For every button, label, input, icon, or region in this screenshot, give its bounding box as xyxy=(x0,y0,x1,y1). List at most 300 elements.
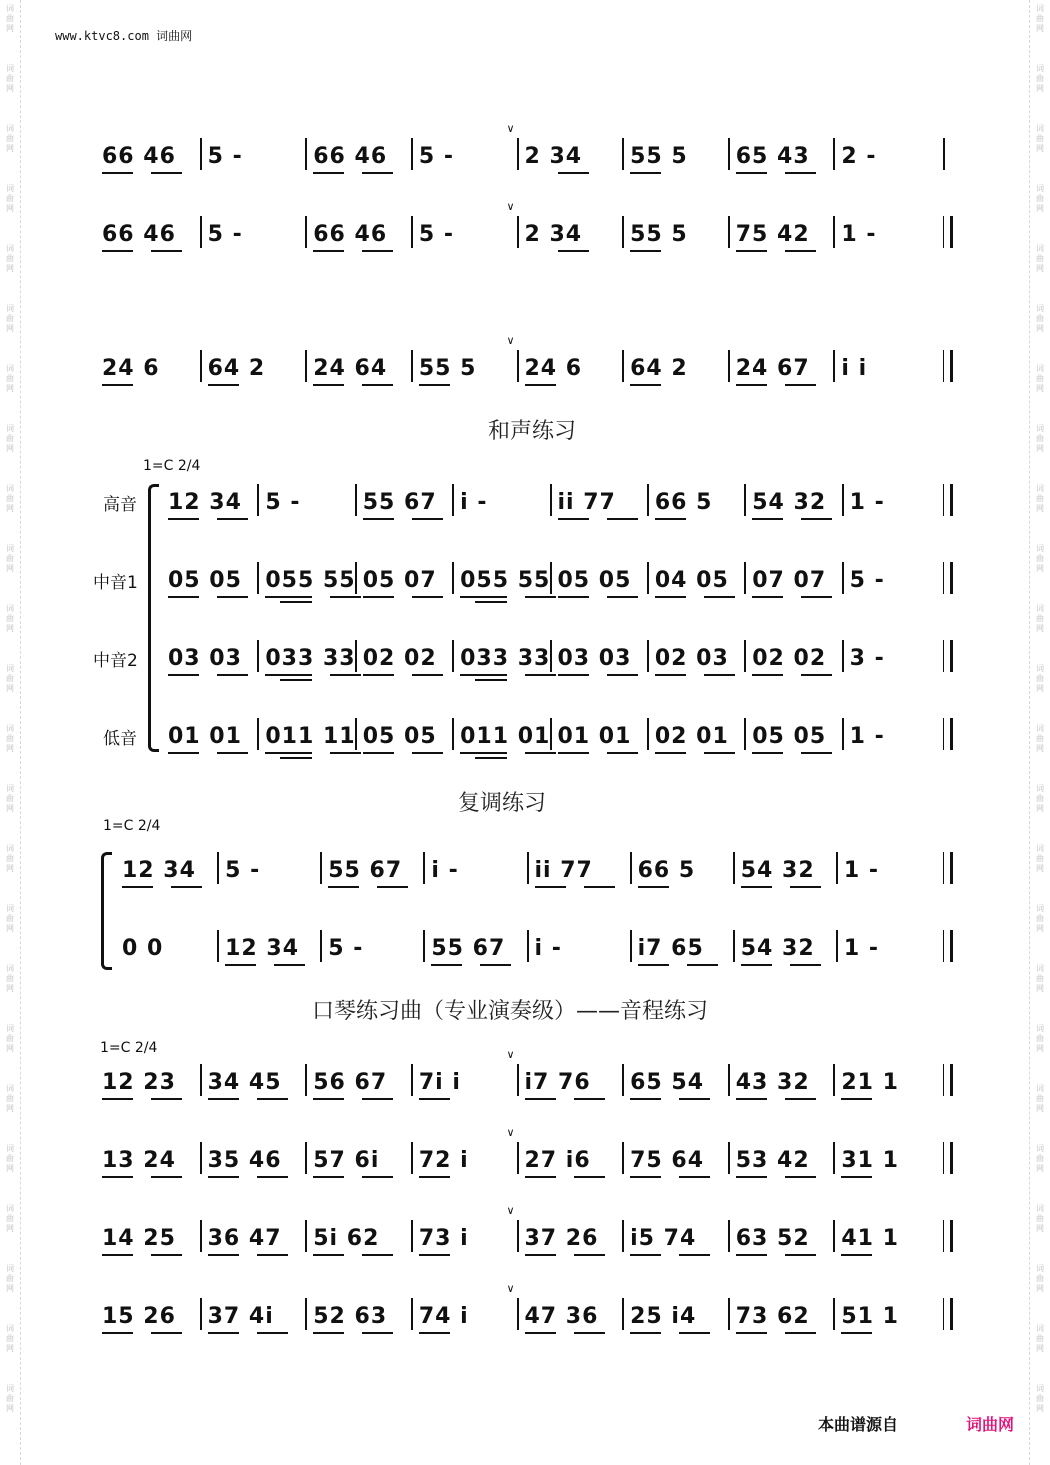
measure: 24 67 xyxy=(735,356,810,381)
notation-row xyxy=(0,856,1050,892)
measure: 05 05 xyxy=(752,724,827,749)
measure: 72 i xyxy=(418,1148,469,1173)
beam-line xyxy=(558,674,589,676)
beam-line xyxy=(525,596,556,598)
measure: 47 36 xyxy=(524,1304,599,1329)
beam-line xyxy=(102,1254,133,1256)
barline xyxy=(833,1220,835,1252)
watermark-text: 词 曲 网 xyxy=(1036,964,1044,993)
measure: 54 32 xyxy=(752,490,827,515)
final-barline xyxy=(943,350,953,382)
breath-mark: ∨ xyxy=(506,200,515,213)
measure: 34 45 xyxy=(207,1070,282,1095)
watermark-text: 词 曲 网 xyxy=(1036,364,1044,393)
measure: 033 33 xyxy=(460,646,551,671)
barline xyxy=(550,562,552,594)
measure: 15 26 xyxy=(102,1304,176,1329)
beam-line xyxy=(168,518,199,520)
beam-line xyxy=(217,752,248,754)
beam-line xyxy=(785,1176,816,1178)
beam-line xyxy=(704,752,735,754)
barline xyxy=(411,350,413,382)
beam-line xyxy=(151,1098,182,1100)
beam-line xyxy=(584,886,615,888)
barline xyxy=(305,1064,307,1096)
barline xyxy=(452,562,454,594)
barline xyxy=(728,350,730,382)
measure: i5 74 xyxy=(630,1226,697,1251)
watermark-text: 词 曲 网 xyxy=(1036,64,1044,93)
beam-line xyxy=(460,752,507,754)
notation-row xyxy=(0,1126,1050,1182)
watermark-text: 词 曲 网 xyxy=(1036,904,1044,933)
measure: 24 6 xyxy=(524,356,583,381)
final-barline xyxy=(943,1064,953,1096)
barline xyxy=(943,138,945,170)
beam-line xyxy=(841,1098,872,1100)
barline xyxy=(305,1142,307,1174)
beam-line xyxy=(785,384,816,386)
barline xyxy=(423,852,425,884)
barline xyxy=(728,1064,730,1096)
beam-line xyxy=(741,886,772,888)
final-barline xyxy=(943,216,953,248)
barline xyxy=(305,216,307,248)
measure: 05 05 xyxy=(362,724,437,749)
beam-line xyxy=(313,384,344,386)
barline xyxy=(257,640,259,672)
beam-line xyxy=(431,964,462,966)
barline xyxy=(517,350,519,382)
measure: 02 03 xyxy=(654,646,729,671)
barline xyxy=(257,718,259,750)
barline xyxy=(517,216,519,248)
beam-line xyxy=(151,172,182,174)
beam-line xyxy=(257,1098,288,1100)
barline xyxy=(305,1298,307,1330)
measure: 36 47 xyxy=(207,1226,282,1251)
barline xyxy=(833,1298,835,1330)
beam-line xyxy=(102,1098,133,1100)
beam-line xyxy=(736,1332,767,1334)
beam-line xyxy=(313,1254,344,1256)
barline xyxy=(257,562,259,594)
measure: 5 - xyxy=(207,144,243,169)
beam-line xyxy=(801,596,832,598)
watermark-text: 词 曲 网 xyxy=(6,1204,14,1233)
measure: 1 - xyxy=(849,724,885,749)
beam-line xyxy=(558,752,589,754)
measure: 13 24 xyxy=(102,1148,176,1173)
measure: 64 2 xyxy=(630,356,688,381)
watermark-text: 词 曲 网 xyxy=(6,1144,14,1173)
beam-line xyxy=(607,752,638,754)
beam-line xyxy=(679,1332,710,1334)
measure: 03 03 xyxy=(168,646,242,671)
barline xyxy=(833,216,835,248)
watermark-text: 词 曲 网 xyxy=(1036,244,1044,273)
barline xyxy=(200,1220,202,1252)
beam-line xyxy=(313,1332,344,1334)
beam-line xyxy=(525,1098,556,1100)
beam-line xyxy=(679,1098,710,1100)
barline xyxy=(200,138,202,170)
beam-line xyxy=(363,596,394,598)
barline xyxy=(355,640,357,672)
measure: 011 01 xyxy=(460,724,551,749)
beam-line xyxy=(217,518,248,520)
barline xyxy=(305,138,307,170)
watermark-text: 词 曲 网 xyxy=(1036,1384,1044,1413)
measure: 57 6i xyxy=(313,1148,380,1173)
barline xyxy=(622,138,624,170)
measure: 1 - xyxy=(849,490,885,515)
barline xyxy=(411,1142,413,1174)
beam-line xyxy=(168,752,199,754)
breath-mark: ∨ xyxy=(506,1048,515,1061)
barline xyxy=(217,930,219,962)
watermark-text: 词 曲 网 xyxy=(1036,1324,1044,1353)
barline xyxy=(744,640,746,672)
beam-line xyxy=(151,1176,182,1178)
measure: 055 55 xyxy=(460,568,551,593)
beam-line xyxy=(460,596,507,598)
measure: 37 26 xyxy=(524,1226,599,1251)
measure: 35 46 xyxy=(207,1148,282,1173)
breath-mark: ∨ xyxy=(506,122,515,135)
barline xyxy=(517,1298,519,1330)
measure: 2 - xyxy=(841,144,877,169)
section-title: 复调练习 xyxy=(458,791,547,816)
watermark-text: 词 曲 网 xyxy=(1036,844,1044,873)
double-beam-line xyxy=(475,757,507,759)
final-barline xyxy=(943,640,953,672)
measure: 12 34 xyxy=(122,858,196,883)
barline xyxy=(200,350,202,382)
barline xyxy=(728,138,730,170)
barline xyxy=(842,718,844,750)
measure: i7 65 xyxy=(637,936,704,961)
barline xyxy=(411,138,413,170)
barline xyxy=(452,718,454,750)
barline xyxy=(733,930,735,962)
barline xyxy=(452,484,454,516)
breath-mark: ∨ xyxy=(506,1126,515,1139)
double-beam-line xyxy=(280,757,312,759)
measure: 24 6 xyxy=(102,356,160,381)
final-barline xyxy=(943,1142,953,1174)
measure: 02 01 xyxy=(654,724,729,749)
beam-line xyxy=(607,518,638,520)
measure: 033 33 xyxy=(265,646,356,671)
beam-line xyxy=(257,1332,288,1334)
beam-line xyxy=(330,674,361,676)
beam-line xyxy=(752,752,783,754)
barline xyxy=(517,1220,519,1252)
voice-label: 高音 xyxy=(103,495,137,515)
notation-row xyxy=(0,934,1050,970)
watermark-text: 词 曲 网 xyxy=(6,844,14,873)
watermark-text: 词 曲 网 xyxy=(6,1024,14,1053)
beam-line xyxy=(630,384,661,386)
watermark-text: 词 曲 网 xyxy=(6,424,14,453)
beam-line xyxy=(801,752,832,754)
beam-line xyxy=(208,1254,239,1256)
beam-line xyxy=(208,384,239,386)
double-beam-line xyxy=(280,679,312,681)
measure: 1 - xyxy=(843,858,879,883)
measure: 55 67 xyxy=(362,490,437,515)
measure: 01 01 xyxy=(557,724,632,749)
measure: 65 43 xyxy=(735,144,810,169)
beam-line xyxy=(257,1254,288,1256)
barline xyxy=(411,1298,413,1330)
measure: 75 64 xyxy=(630,1148,705,1173)
measure: 25 i4 xyxy=(630,1304,697,1329)
beam-line xyxy=(574,1254,605,1256)
system-brace xyxy=(148,484,159,752)
measure: 2 34 xyxy=(524,222,583,247)
beam-line xyxy=(328,886,359,888)
measure: 12 34 xyxy=(225,936,300,961)
beam-line xyxy=(412,518,443,520)
measure: 7i i xyxy=(418,1070,461,1095)
watermark-text: 词 曲 网 xyxy=(6,1264,14,1293)
beam-line xyxy=(525,1254,556,1256)
beam-line xyxy=(607,674,638,676)
beam-line xyxy=(704,674,735,676)
watermark-text: 词 曲 网 xyxy=(6,1084,14,1113)
measure: 54 32 xyxy=(740,858,815,883)
watermark-text: 词 曲 网 xyxy=(1036,1024,1044,1053)
barline xyxy=(630,930,632,962)
barline xyxy=(622,350,624,382)
beam-line xyxy=(168,674,199,676)
beam-line xyxy=(363,674,394,676)
measure: 66 5 xyxy=(654,490,713,515)
beam-line xyxy=(208,1332,239,1334)
measure: 5 - xyxy=(328,936,364,961)
beam-line xyxy=(102,384,133,386)
beam-line xyxy=(102,250,133,252)
beam-line xyxy=(679,1254,710,1256)
beam-line xyxy=(151,250,182,252)
beam-line xyxy=(362,1098,393,1100)
barline xyxy=(423,930,425,962)
breath-mark: ∨ xyxy=(506,334,515,347)
watermark-text: 词 曲 网 xyxy=(1036,184,1044,213)
beam-line xyxy=(574,1332,605,1334)
beam-line xyxy=(736,250,767,252)
notation-row xyxy=(0,1282,1050,1338)
beam-line xyxy=(741,964,772,966)
beam-line xyxy=(377,886,408,888)
beam-line xyxy=(362,384,393,386)
beam-line xyxy=(265,674,312,676)
measure: 011 11 xyxy=(265,724,356,749)
measure: 66 5 xyxy=(637,858,696,883)
beam-line xyxy=(535,886,566,888)
barline xyxy=(833,350,835,382)
watermark-text: 词 曲 网 xyxy=(1036,664,1044,693)
beam-line xyxy=(362,1332,393,1334)
measure: i - xyxy=(534,936,562,961)
measure: 74 i xyxy=(418,1304,469,1329)
measure: 53 42 xyxy=(735,1148,810,1173)
beam-line xyxy=(460,674,507,676)
final-barline xyxy=(943,1298,953,1330)
measure: 5 - xyxy=(207,222,243,247)
beam-line xyxy=(785,1098,816,1100)
beam-line xyxy=(736,1098,767,1100)
measure: 55 5 xyxy=(418,356,477,381)
watermark-text: 词 曲 网 xyxy=(1036,1264,1044,1293)
barline xyxy=(728,216,730,248)
notation-row xyxy=(0,488,1050,524)
barline xyxy=(411,1220,413,1252)
measure: 63 52 xyxy=(735,1226,810,1251)
beam-line xyxy=(525,752,556,754)
measure: 02 02 xyxy=(752,646,827,671)
watermark-text: 词 曲 网 xyxy=(6,1384,14,1413)
measure: 3 - xyxy=(849,646,885,671)
measure: 24 64 xyxy=(313,356,388,381)
measure: 64 2 xyxy=(207,356,266,381)
final-barline xyxy=(943,852,953,884)
beam-line xyxy=(313,172,344,174)
double-beam-line xyxy=(475,601,507,603)
beam-line xyxy=(785,1254,816,1256)
beam-line xyxy=(801,518,832,520)
measure: 55 67 xyxy=(328,858,403,883)
measure: 05 05 xyxy=(557,568,632,593)
barline xyxy=(744,562,746,594)
barline xyxy=(744,718,746,750)
beam-line xyxy=(362,250,393,252)
final-barline xyxy=(943,718,953,750)
barline xyxy=(217,852,219,884)
barline xyxy=(257,484,259,516)
measure: 1 - xyxy=(841,222,877,247)
watermark-text: 词 曲 网 xyxy=(6,784,14,813)
watermark-text: 词 曲 网 xyxy=(6,64,14,93)
barline xyxy=(630,852,632,884)
beam-line xyxy=(217,674,248,676)
notation-row xyxy=(0,200,1050,256)
barline xyxy=(355,718,357,750)
watermark-text: 词 曲 网 xyxy=(6,544,14,573)
beam-line xyxy=(630,172,661,174)
beam-line xyxy=(412,674,443,676)
beam-line xyxy=(151,1332,182,1334)
footer-brand-link[interactable]: 词曲网 xyxy=(966,1415,1015,1434)
measure: i - xyxy=(431,858,459,883)
final-barline xyxy=(943,1220,953,1252)
key-signature: 1=C 2/4 xyxy=(100,1040,158,1056)
beam-line xyxy=(208,1098,239,1100)
measure: 1 - xyxy=(843,936,879,961)
measure: 5 - xyxy=(265,490,301,515)
measure: 02 02 xyxy=(362,646,437,671)
barline xyxy=(550,718,552,750)
barline xyxy=(517,138,519,170)
barline xyxy=(842,562,844,594)
measure: 14 25 xyxy=(102,1226,176,1251)
measure: 12 34 xyxy=(168,490,242,515)
beam-line xyxy=(630,1176,661,1178)
beam-line xyxy=(630,250,661,252)
beam-line xyxy=(412,752,443,754)
measure: 75 42 xyxy=(735,222,810,247)
beam-line xyxy=(655,518,686,520)
measure: 66 46 xyxy=(313,222,388,247)
beam-line xyxy=(265,752,312,754)
barline xyxy=(200,1064,202,1096)
measure: 73 i xyxy=(418,1226,469,1251)
beam-line xyxy=(525,1332,556,1334)
section-title: 和声练习 xyxy=(488,419,577,444)
beam-line xyxy=(638,964,669,966)
breath-mark: ∨ xyxy=(506,1204,515,1217)
key-signature: 1=C 2/4 xyxy=(143,458,201,474)
watermark-text: 词 曲 网 xyxy=(1036,304,1044,333)
beam-line xyxy=(363,752,394,754)
barline xyxy=(517,1142,519,1174)
beam-line xyxy=(607,596,638,598)
beam-line xyxy=(752,596,783,598)
beam-line xyxy=(480,964,511,966)
measure: 41 1 xyxy=(841,1226,899,1251)
beam-line xyxy=(655,674,686,676)
beam-line xyxy=(362,1254,393,1256)
beam-line xyxy=(558,518,589,520)
beam-line xyxy=(785,172,816,174)
barline xyxy=(728,1220,730,1252)
measure: 54 32 xyxy=(740,936,815,961)
barline xyxy=(200,1298,202,1330)
beam-line xyxy=(168,596,199,598)
site-url[interactable]: www.ktvc8.com 词曲网 xyxy=(55,29,193,43)
notation-row xyxy=(0,566,1050,602)
beam-line xyxy=(630,1254,661,1256)
measure: 5 - xyxy=(849,568,885,593)
barline xyxy=(305,1220,307,1252)
measure: 27 i6 xyxy=(524,1148,591,1173)
beam-line xyxy=(679,1176,710,1178)
beam-line xyxy=(313,250,344,252)
measure: 05 07 xyxy=(362,568,437,593)
beam-line xyxy=(362,1176,393,1178)
watermark-text: 词 曲 网 xyxy=(6,4,14,33)
barline xyxy=(550,640,552,672)
beam-line xyxy=(419,1098,450,1100)
measure: 37 4i xyxy=(207,1304,274,1329)
notation-row xyxy=(0,722,1050,758)
watermark-text: 词 曲 网 xyxy=(1036,1204,1044,1233)
barline xyxy=(622,1142,624,1174)
measure: 56 67 xyxy=(313,1070,388,1095)
beam-line xyxy=(122,886,153,888)
measure: ii 77 xyxy=(557,490,616,515)
voice-label: 低音 xyxy=(103,729,137,749)
final-barline xyxy=(943,930,953,962)
measure: 5 - xyxy=(225,858,261,883)
barline xyxy=(355,562,357,594)
beam-line xyxy=(151,1254,182,1256)
measure: 55 67 xyxy=(431,936,506,961)
barline xyxy=(320,852,322,884)
watermark-text: 词 曲 网 xyxy=(6,244,14,273)
